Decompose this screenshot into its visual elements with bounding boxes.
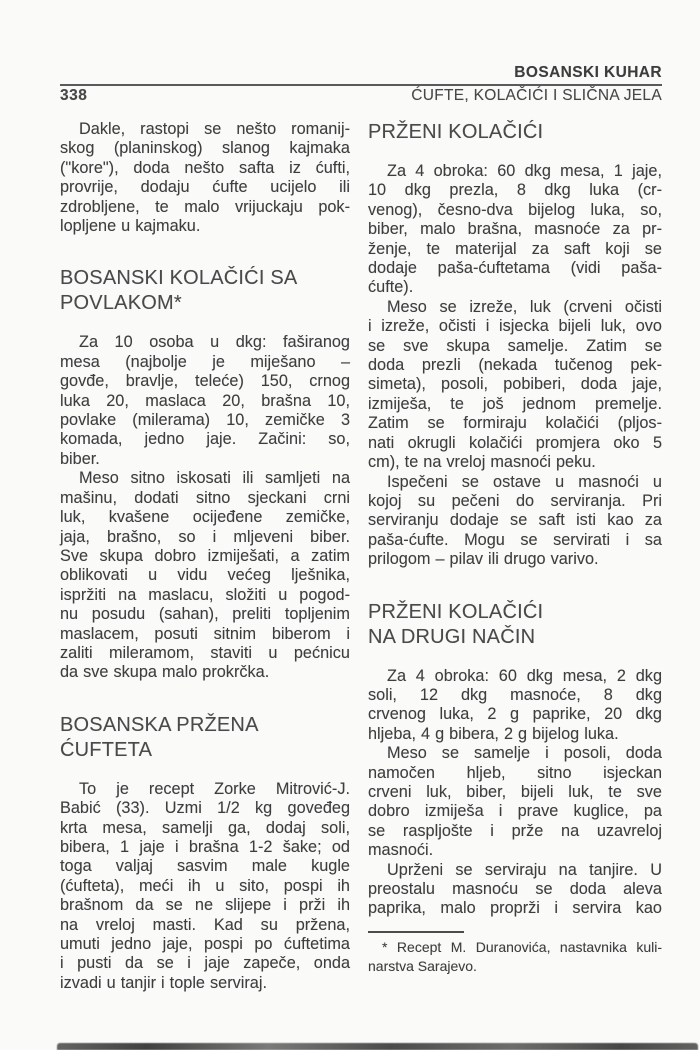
paragraph-line: paša-ćufte. Mogu se servirati i sa	[368, 530, 662, 549]
paragraph-line: cm), te na vreloj masnoći peku.	[368, 453, 596, 472]
paragraph-line: dobro izmiješa i prave kuglice, pa	[368, 802, 662, 821]
paragraph-line: se sve skupa samelje. Zatim se	[368, 336, 662, 355]
paragraph	[60, 333, 350, 469]
paragraph-line: umuti jedno jaje, pospi po ćuftetima	[60, 935, 350, 953]
heading-line: ĆUFTETA	[60, 738, 153, 761]
two-column-layout	[60, 105, 662, 993]
paragraph-line: Uprženi se serviraju na tanjire. U	[387, 860, 662, 879]
footnote-line: * Recept M. Duranovića, nastavnika kuli-	[382, 938, 662, 955]
paragraph-line: nati okrugli kolačići promjera oko 5	[368, 433, 662, 452]
page-header	[60, 64, 662, 105]
paragraph-line: maslacem, posuti sitnim biberom i	[60, 624, 350, 643]
paragraph	[368, 861, 662, 919]
column-right	[368, 120, 662, 993]
paragraph-line: prilogom – pilav ili drugo varivo.	[368, 550, 599, 569]
paragraph-line: doda prezli (nekada tučenog pek-	[368, 356, 662, 375]
paragraph-line: Meso sitno iskosati ili samljeti na	[79, 469, 350, 488]
scan-edge-artifact	[57, 1043, 698, 1050]
page-number: 338	[60, 87, 88, 104]
footnote	[368, 931, 662, 977]
paragraph-line: paprika, malo proprži i servira kao	[368, 899, 662, 918]
paragraph-line: bibera, 1 jaje i brašna 1-2 šake; od	[60, 837, 350, 856]
paragraph	[60, 120, 350, 236]
paragraph-line: lopljene u kajmaku.	[60, 217, 201, 236]
paragraph-line: soli, 12 dkg masnoće, 8 dkg	[368, 685, 662, 704]
paragraph	[368, 298, 662, 473]
paragraph-line: brašnom da se ne slijepe i prži ih	[60, 896, 350, 915]
header-rule	[60, 84, 662, 86]
paragraph-line: (ćufteta), meći ih u sito, pospi ih	[60, 876, 350, 895]
paragraph-line: Ispečeni se ostave u masnoći u	[387, 472, 662, 491]
paragraph-line: izvadi u tanjir i tople serviraj.	[60, 973, 268, 992]
heading-line: NA DRUGI NAČIN	[368, 625, 536, 648]
paragraph-line: namočen hljeb, sitno isjeckan	[368, 763, 662, 782]
paragraph-line: mesa (najbolje je miješano –	[60, 352, 350, 371]
paragraph-line: luk, kvašene ocijeđene zemičke,	[60, 508, 350, 527]
paragraph	[368, 162, 662, 298]
paragraph-line: mašinu, dodati sitno sjeckani crni	[60, 488, 350, 507]
paragraph-line: provrije, dodaju ćufte ucijelo ili	[60, 178, 350, 197]
section-heading	[60, 713, 350, 763]
paragraph-line: dodaje paša-ćuftetama (vidi paša-	[368, 259, 662, 278]
paragraph-line: ispržiti na maslacu, složiti u pogod-	[60, 585, 350, 604]
chapter-title: ĆUFTE, KOLAČIĆI I SLIČNA JELA	[411, 87, 662, 104]
paragraph-line: venog), česno-dva bijelog luka, so,	[368, 200, 662, 219]
paragraph	[60, 780, 350, 993]
paragraph-line: ženje, te materijal za saft koji se	[368, 239, 662, 258]
paragraph	[368, 473, 662, 570]
heading-line: BOSANSKA PRŽENA	[60, 713, 259, 736]
section-heading	[368, 600, 662, 650]
paragraph-line: biber, malo brašna, masnoće za pr-	[368, 220, 662, 239]
header-row	[60, 87, 662, 105]
paragraph-line: To je recept Zorke Mitrović-J.	[79, 779, 350, 798]
paragraph-line: Zatim se formiraju kolačići (pljos-	[368, 414, 662, 433]
paragraph-line: da sve skupa malo prokrčka.	[60, 663, 270, 682]
heading-line: POVLAKOM*	[60, 292, 182, 315]
paragraph-line: oblikovati u vidu većeg lješnika,	[60, 566, 350, 585]
paragraph-line: povlake (milerama) 10, zemičke 3	[60, 411, 350, 430]
paragraph-line: Sve skupa dobro izmiješati, a zatim	[60, 546, 350, 565]
paragraph-line: krta mesa, samelji ga, dodaj soli,	[60, 818, 350, 837]
paragraph-line: Za 4 obroka: 60 dkg mesa, 1 jaje,	[387, 162, 662, 180]
paragraph-line: Babić (33). Uzmi 1/2 kg goveđeg	[60, 799, 350, 818]
paragraph-line: toga valjaj sasvim male kugle	[60, 857, 350, 876]
section-heading	[60, 266, 350, 316]
paragraph-line: i pusti da se i jaje zapeče, onda	[60, 954, 350, 973]
paragraph-line: 10 dkg prezla, 8 dkg luka (cr-	[368, 181, 662, 200]
paragraph	[368, 744, 662, 860]
paragraph-line: na vreloj masti. Kad su pržena,	[60, 915, 350, 934]
paragraph-line: Za 4 obroka: 60 dkg mesa, 2 dkg	[387, 666, 662, 685]
paragraph-line: govđe, bravlje, teleće) 150, crnog	[60, 372, 350, 391]
paragraph-line: Meso se izreže, luk (crveni očisti	[387, 297, 662, 316]
paragraph-line: preostalu masnoću se doda aleva	[368, 880, 662, 898]
paragraph-line: jaja, brašno, so i mljeveni biber.	[60, 527, 350, 546]
heading-line: PRŽENI KOLAČIĆI	[368, 600, 544, 623]
heading-line: BOSANSKI KOLAČIĆI SA	[60, 267, 298, 290]
heading-line: PRŽENI KOLAČIĆI	[368, 121, 544, 143]
paragraph-line: kojoj su pečeni do serviranja. Pri	[368, 491, 662, 510]
paragraph-line: Meso se samelje i posoli, doda	[387, 744, 662, 763]
section-heading	[368, 120, 662, 145]
paragraph-line: crveni luk, biber, bijeli luk, te sve	[368, 782, 662, 801]
paragraph-line: izmiješa, te još jednom premelje.	[368, 394, 662, 413]
paragraph-line: simeta), posoli, pobiberi, doda jaje,	[368, 375, 662, 394]
column-left	[60, 120, 350, 993]
paragraph-line: biber.	[60, 449, 100, 468]
paragraph	[368, 667, 662, 745]
paragraph-line: skog (planinskog) slanog kajmaka	[60, 139, 350, 158]
paragraph-line: zaliti mileramom, staviti u pećnicu	[60, 643, 350, 662]
paragraph-line: masnoći.	[368, 841, 434, 860]
paragraph-line: luka 20, maslaca 20, brašna 10,	[60, 391, 350, 410]
paragraph-line: Za 10 osoba u dkg: faširanog	[79, 333, 350, 352]
paragraph-line: serviranju dodaje se saft isti kao za	[368, 511, 662, 530]
footnote-separator	[368, 931, 464, 933]
paragraph-line: se raspljošte i prže na uzavreloj	[368, 821, 662, 840]
paragraph-line: komada, jedno jaje. Začini: so,	[60, 430, 350, 449]
footnote-line: narstva Sarajevo.	[368, 958, 477, 975]
paragraph	[60, 469, 350, 682]
paragraph-line: i izreže, očisti i isjecka bijeli luk, ovo	[368, 317, 662, 336]
paragraph-line: ("kore"), doda nešto safta iz ćufti,	[60, 158, 350, 177]
book-title: BOSANSKI KUHAR	[514, 64, 662, 81]
paragraph-line: hljeba, 4 g bibera, 2 g bijelog luka.	[368, 724, 619, 743]
paragraph-line: ćufte).	[368, 278, 414, 297]
paragraph-line: Dakle, rastopi se nešto romanij-	[79, 120, 350, 138]
paragraph-line: nu posudu (sahan), preliti topljenim	[60, 605, 350, 624]
paragraph-line: crvenog luka, 2 g paprike, 20 dkg	[368, 705, 662, 724]
paragraph-line: zdrobljene, te malo vrijuckaju pok-	[60, 197, 350, 216]
